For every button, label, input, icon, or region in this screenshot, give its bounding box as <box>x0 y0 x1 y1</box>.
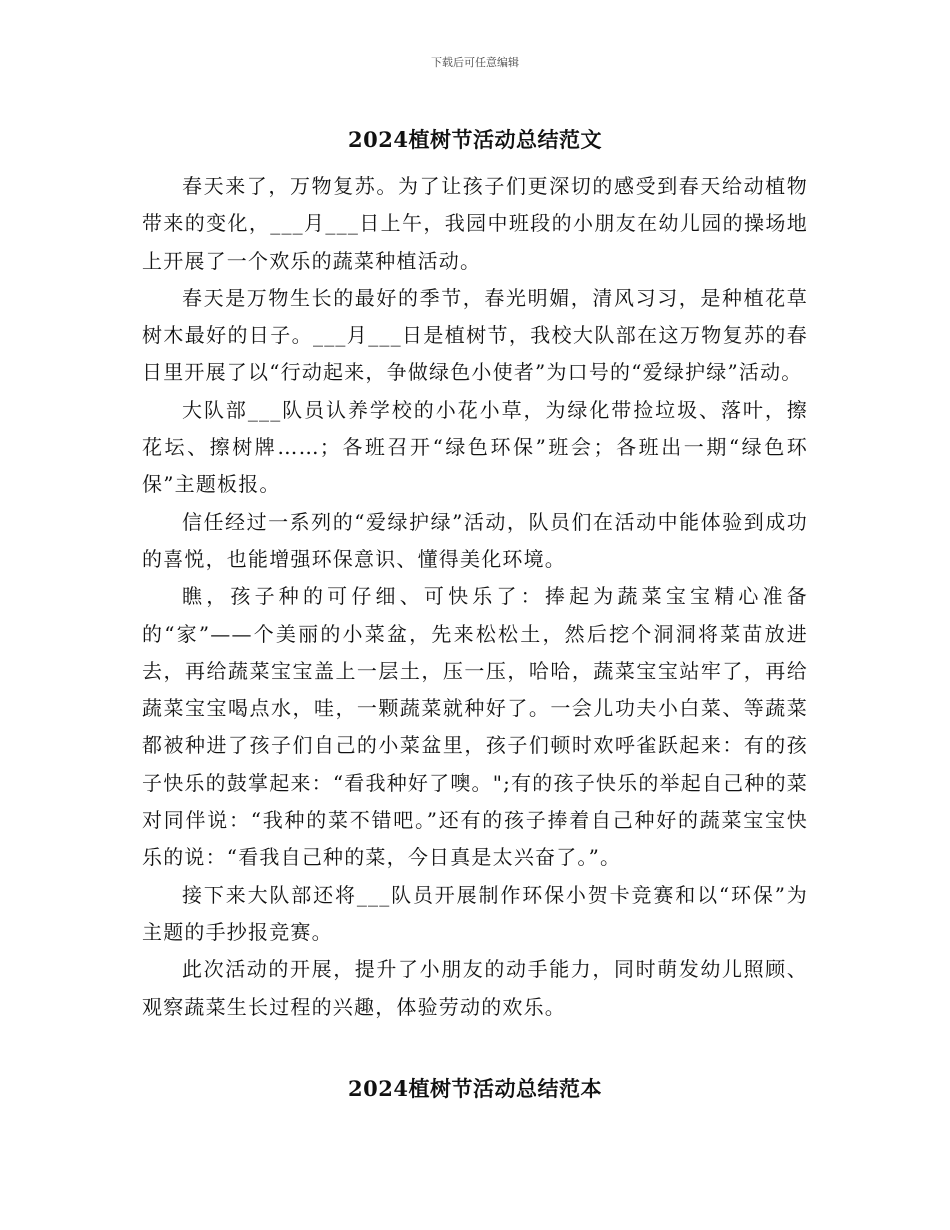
paragraph-6: 接下来大队部还将___队员开展制作环保小贺卡竞赛和以“环保”为主题的手抄报竞赛。 <box>142 882 808 944</box>
paragraph-7: 此次活动的开展，提升了小朋友的动手能力，同时萌发幼儿照顾、观察蔬菜生长过程的兴趣，体验劳动的欢乐。 <box>142 957 808 1019</box>
paragraph-4: 信任经过一系列的“爱绿护绿”活动，队员们在活动中能体验到成功的喜悦，也能增强环保意识、懂得美化环境。 <box>142 509 808 571</box>
document-title: 2024植树节活动总结范文 <box>348 127 602 152</box>
paragraph-2: 春天是万物生长的最好的季节，春光明媚，清风习习，是种植花草树木最好的日子。___月___日是植树节，我校大队部在这万物复苏的春日里开展了以“行动起来，争做绿色小使者”为口号的“爱绿护绿”活动。 <box>142 285 808 385</box>
paragraph-1: 春天来了，万物复苏。为了让孩子们更深切的感受到春天给动植物带来的变化，___月___日上午，我园中班段的小朋友在幼儿园的操场地上开展了一个欢乐的蔬菜种植活动。 <box>142 174 808 273</box>
next-section-title: 2024植树节活动总结范本 <box>348 1076 602 1101</box>
document-body <box>142 168 808 1026</box>
paragraph-3: 大队部___队员认养学校的小花小草，为绿化带捡垃圾、落叶，擦花坛、擦树牌……；各班召开“绿色环保”班会；各班出一期“绿色环保”主题板报。 <box>142 397 808 497</box>
paragraph-5: 瞧，孩子种的可仔细、可快乐了：捧起为蔬菜宝宝精心准备的“家”——个美丽的小菜盆，先来松松土，然后挖个洞洞将菜苗放进去，再给蔬菜宝宝盖上一层土，压一压，哈哈，蔬菜宝宝站牢了，再给蔬菜宝宝喝点水，哇，一颗蔬菜就种好了。一会儿功夫小白菜、等蔬菜都被种进了孩子们自己的小菜盆里，孩子们顿时欢呼雀跃起来：有的孩子快乐的鼓掌起来：“看我种好了噢。";有的孩子快乐的举起自己种的菜对同伴说：“我种的菜不错吧。”还有的孩子捧着自己种好的蔬菜宝宝快乐的说：“看我自己种的菜，今日真是太兴奋了。”。 <box>142 584 808 870</box>
page-header-note: 下载后可任意编辑 <box>431 56 519 69</box>
